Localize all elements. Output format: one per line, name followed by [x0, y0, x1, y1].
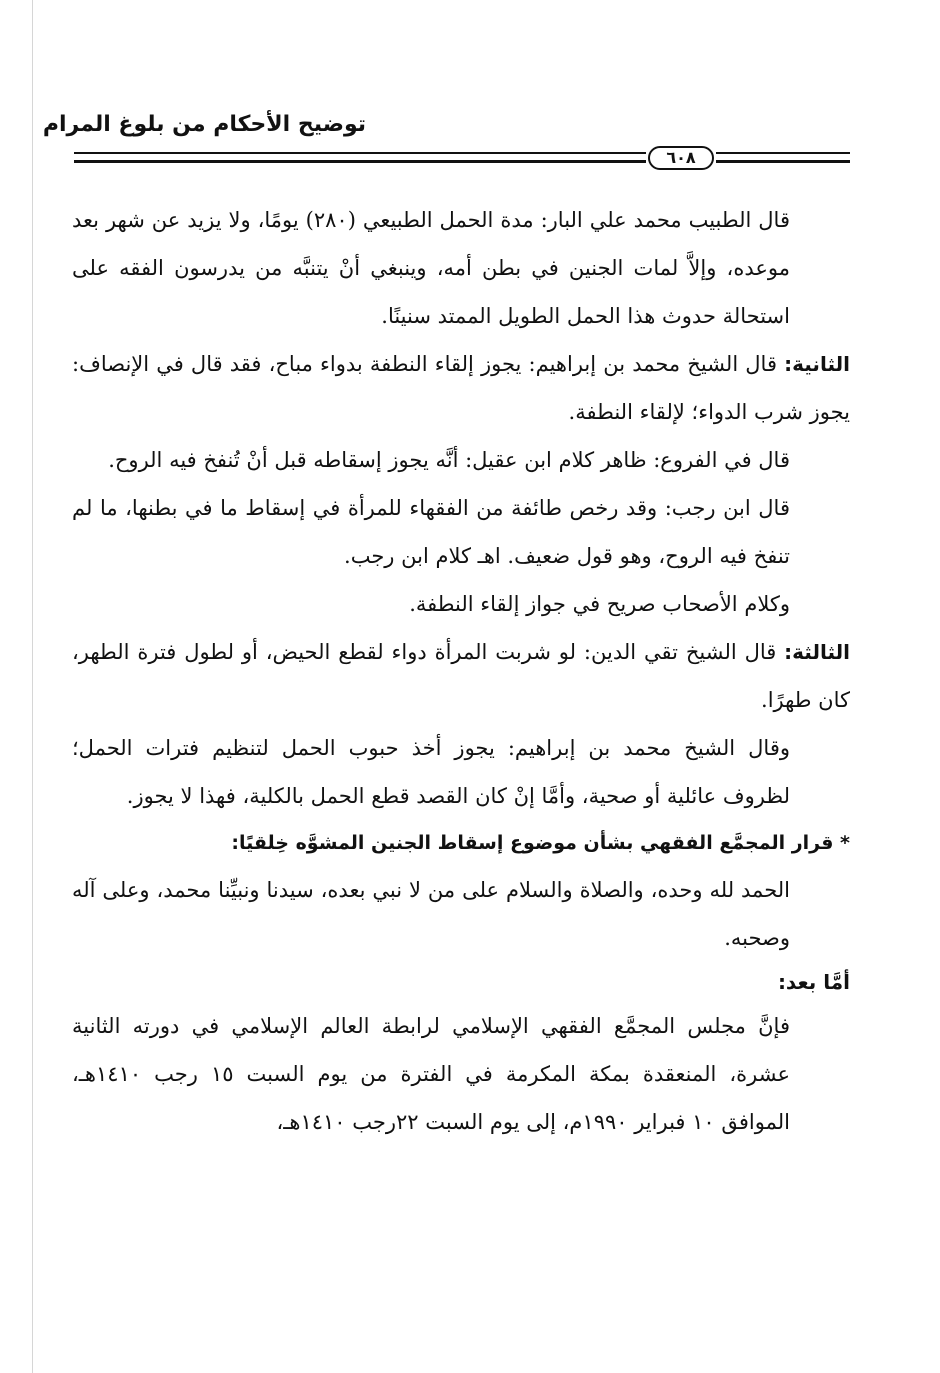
page-number: ٦٠٨	[648, 146, 714, 170]
rule-left-top	[74, 152, 646, 154]
paragraph-third	[72, 628, 850, 724]
rule-left-bottom	[74, 160, 646, 163]
label-third: الثالثة:	[784, 640, 850, 664]
paragraph-second	[72, 340, 850, 436]
paragraph-furu: قال في الفروع: ظاهر كلام ابن عقيل: أنَّه يجوز إسقاطه قبل أنْ تُنفخ فيه الروح.	[108, 448, 790, 472]
paragraph-hamd: الحمد لله وحده، والصلاة والسلام على من لا نبي بعده، سيدنا ونبيِّنا محمد، وعلى آله وصحبه.	[72, 878, 790, 950]
book-title: توضيح الأحكام من بلوغ المرام	[42, 112, 366, 137]
header-rule	[74, 146, 850, 172]
running-header	[42, 112, 850, 146]
rule-right-top	[716, 152, 850, 154]
paragraph-third-text: قال الشيخ تقي الدين: لو شربت المرأة دواء لقطع الحيض، أو لطول فترة الطهر، كان طهرًا.	[72, 640, 850, 712]
paragraph-ibn-rajab: قال ابن رجب: وقد رخص طائفة من الفقهاء للمرأة في إسقاط ما في بطنها، ما لم تنفخ فيه الروح، وهو قول ضعيف. اهـ كلام ابن رجب.	[72, 496, 790, 568]
paragraph-al-bar: قال الطبيب محمد علي البار: مدة الحمل الطبيعي (٢٨٠) يومًا، ولا يزيد عن شهر بعد موعده، وإلاَّ لمات الجنين في بطن أمه، وينبغي أنْ يتنبَّه من يدرسون الفقه على استحالة حدوث هذا الحمل الطويل الممتد سنينًا.	[72, 208, 790, 328]
paragraph-pills: وقال الشيخ محمد بن إبراهيم: يجوز أخذ حبوب الحمل لتنظيم فترات الحمل؛ لظروف عائلية أو صحية، وأمَّا إنْ كان القصد قطع الحمل بالكلية، فهذا لا يجوز.	[72, 736, 790, 808]
label-second: الثانية:	[784, 352, 850, 376]
paragraph-ashab: وكلام الأصحاب صريح في جواز إلقاء النطفة.	[409, 592, 790, 616]
rule-right-bottom	[716, 160, 850, 163]
page-margin-line	[32, 0, 33, 1373]
section-heading: * قرار المجمَّع الفقهي بشأن موضوع إسقاط الجنين المشوَّه خِلقيًا:	[231, 832, 850, 854]
paragraph-majlis: فإنَّ مجلس المجمَّع الفقهي الإسلامي لرابطة العالم الإسلامي في دورته الثانية عشرة، المنعقدة بمكة المكرمة في الفترة من يوم السبت ١٥ رجب ١٤١٠هـ، الموافق ١٠ فبراير ١٩٩٠م، إلى يوم السبت ٢٢رجب ١٤١٠هـ،	[72, 1014, 790, 1134]
paragraph-second-text: قال الشيخ محمد بن إبراهيم: يجوز إلقاء النطفة بدواء مباح، فقد قال في الإنصاف: يجوز شرب الدواء؛ لإلقاء النطفة.	[72, 352, 850, 424]
page-body	[72, 196, 850, 1146]
amma-bad-heading: أمَّا بعد:	[777, 970, 850, 994]
